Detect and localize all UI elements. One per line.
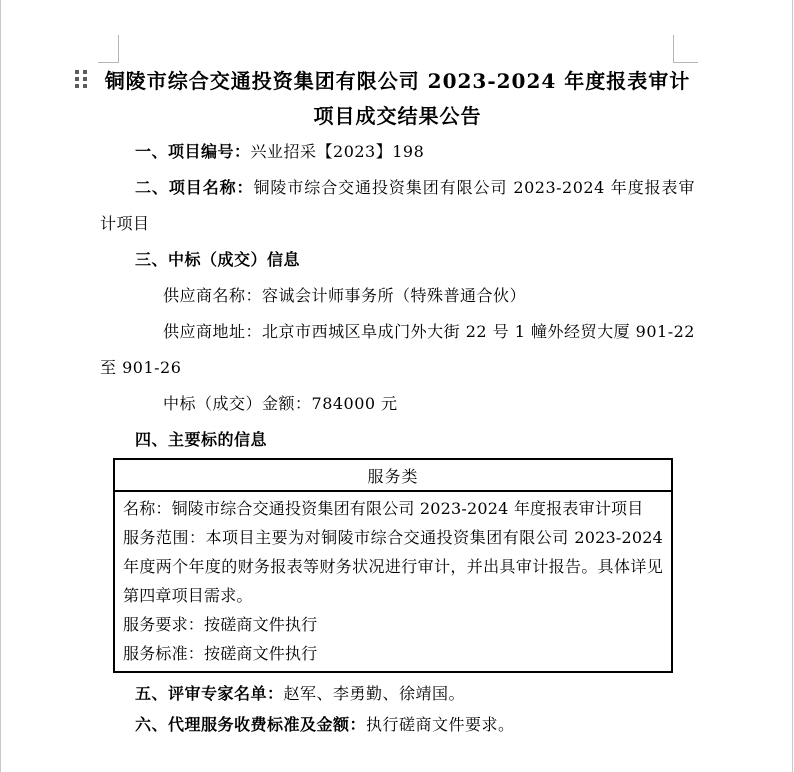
document-title [100, 64, 695, 134]
paragraph-drag-handle-icon[interactable] [75, 70, 87, 88]
supplier-name-value: 容诚会计师事务所（特殊普通合伙） [262, 286, 527, 305]
award-amount-value: 784000 元 [311, 394, 398, 413]
title-line-1: 铜陵市综合交通投资集团有限公司 2023-2024 年度报表审计 [104, 69, 691, 93]
experts-label: 五、评审专家名单： [135, 684, 284, 703]
project-number-value: 兴业招采【2023】198 [250, 142, 425, 161]
project-number-line [100, 134, 695, 170]
award-amount-label: 中标（成交）金额： [163, 394, 312, 413]
supplier-address-value: 北京市西城区阜成门外大街 22 号 1 幢外经贸大厦 901-22 至 901-26 [100, 322, 695, 377]
award-info-heading: 三、中标（成交）信息 [135, 250, 301, 269]
subject-info-heading: 四、主要标的信息 [135, 430, 268, 449]
document-content [100, 64, 695, 740]
table-body-row [114, 491, 672, 672]
project-number-label: 一、项目编号： [135, 142, 251, 161]
service-requirement-paragraph: 服务要求：按磋商文件执行 [123, 615, 318, 634]
supplier-name-label: 供应商名称： [163, 286, 263, 305]
supplier-name-line [100, 278, 695, 314]
page-edge-right [792, 0, 793, 772]
service-standard-paragraph: 服务标准：按磋商文件执行 [123, 644, 318, 663]
supplier-address-label: 供应商地址： [163, 322, 263, 341]
table-header-row [114, 459, 672, 491]
experts-line [100, 678, 695, 709]
page-edge-left [0, 0, 1, 772]
project-name-label: 二、项目名称： [135, 178, 254, 197]
experts-value: 赵军、李勇勤、徐靖国。 [283, 684, 466, 703]
project-name-value: 铜陵市综合交通投资集团有限公司 2023-2024 年度报表审计项目 [100, 178, 695, 233]
subject-name-paragraph: 名称：铜陵市综合交通投资集团有限公司 2023-2024 年度报表审计项目 [123, 499, 644, 518]
service-scope-paragraph: 服务范围：本项目主要为对铜陵市综合交通投资集团有限公司 2023-2024 年度两个年度的财务报表等财务状况进行审计，并出具审计报告。具体详见第四章项目需求。 [123, 528, 663, 605]
margin-crop-mark-left-icon [98, 35, 119, 63]
agency-fee-label: 六、代理服务收费标准及金额： [135, 715, 367, 734]
subject-info-table [113, 458, 673, 673]
agency-fee-value: 执行磋商文件要求。 [366, 715, 515, 734]
project-name-line [100, 170, 695, 242]
agency-fee-line [100, 709, 695, 740]
award-amount-line [100, 386, 695, 422]
margin-crop-mark-right-icon [673, 35, 698, 63]
table-body-cell [114, 491, 672, 672]
title-line-2: 项目成交结果公告 [313, 104, 482, 128]
table-header-cell: 服务类 [114, 459, 672, 491]
supplier-address-line [100, 314, 695, 386]
